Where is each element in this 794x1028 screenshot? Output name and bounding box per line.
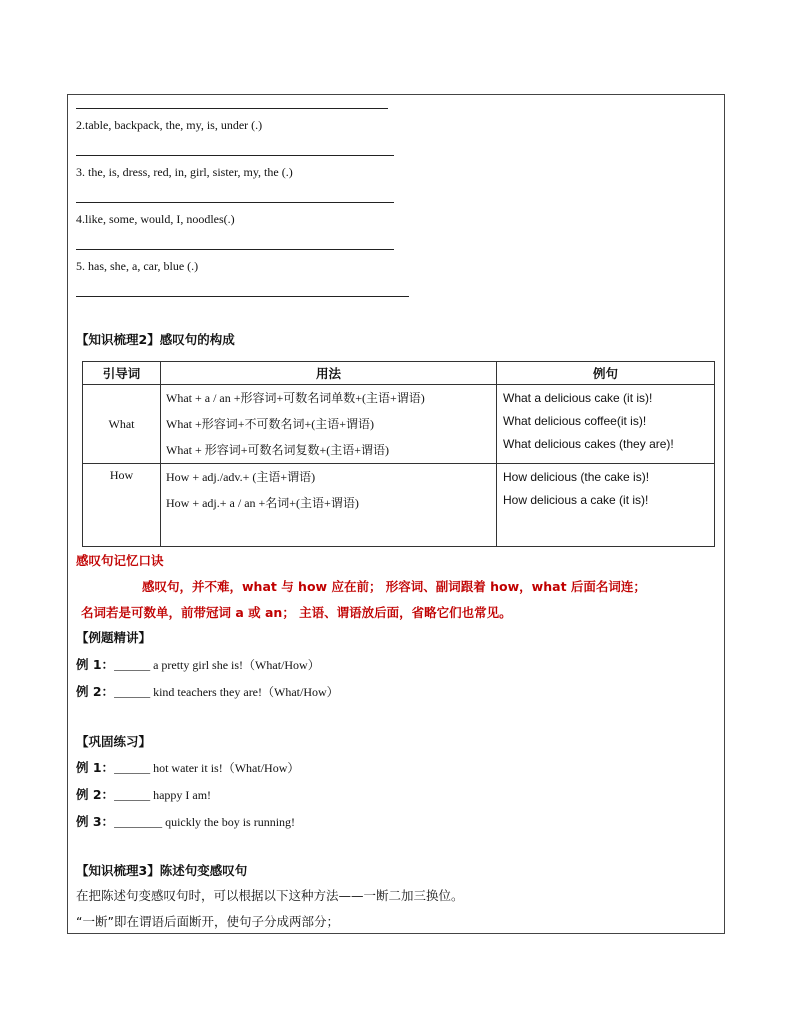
- example-text: a pretty girl she is!（What/How）: [150, 658, 320, 672]
- example-sentence: What delicious cakes (they are)!: [503, 437, 674, 451]
- example-label: 例 2：: [76, 684, 115, 699]
- lead-word-cell: [83, 464, 161, 547]
- example-sentence: How delicious (the cake is)!: [503, 470, 650, 484]
- answer-blank[interactable]: ______: [114, 761, 151, 775]
- sentence-2: 2.table, backpack, the, my, is, under (.): [76, 118, 263, 132]
- mnemonic-line-1: 感叹句，并不难，what 与 how 应在前； 形容词、副词跟着 how，what 后面名词连；: [142, 579, 646, 594]
- section-2-heading: 【知识梳理2】感叹句的构成: [76, 332, 235, 347]
- answer-blank[interactable]: ______: [114, 685, 151, 699]
- table-header: 例句: [497, 362, 715, 385]
- sentence-5: 5. has, she, a, car, blue (.): [76, 259, 199, 273]
- answer-line: [76, 108, 388, 109]
- practice-label: 例 3：: [76, 814, 115, 829]
- practice-label: 例 1：: [76, 760, 115, 775]
- answer-blank[interactable]: ________: [114, 815, 163, 829]
- usage-pattern: How + adj./adv.+ (主语+谓语): [166, 470, 316, 484]
- practice-text: quickly the boy is running!: [162, 815, 296, 829]
- exclamation-table: [82, 361, 715, 547]
- answer-line: [76, 249, 394, 250]
- answer-blank[interactable]: ______: [114, 788, 151, 802]
- example-item: [76, 655, 320, 673]
- practice-label: 例 2：: [76, 787, 115, 802]
- example-cell: [497, 385, 715, 464]
- table-row: [83, 464, 715, 547]
- example-sentence: What delicious coffee(it is)!: [503, 414, 647, 428]
- example-item: [76, 682, 339, 700]
- practice-heading: 【巩固练习】: [76, 734, 152, 749]
- answer-line: [76, 296, 409, 297]
- section-3-heading: 【知识梳理3】陈述句变感叹句: [76, 863, 248, 878]
- lead-word-cell: [83, 385, 161, 464]
- lead-word: How: [109, 468, 134, 482]
- section-3-paragraph: 在把陈述句变感叹句时，可以根据以下这种方法——一断二加三换位。: [76, 888, 464, 903]
- usage-pattern: What + 形容词+可数名词复数+(主语+谓语): [166, 443, 390, 457]
- sentence-3: 3. the, is, dress, red, in, girl, sister, my, the (.): [76, 165, 293, 179]
- table-header: 用法: [161, 362, 497, 385]
- mnemonic-title: 感叹句记忆口诀: [76, 553, 164, 568]
- section-3-paragraph: “一断”即在谓语后面断开，使句子分成两部分；: [76, 914, 339, 929]
- usage-cell: [161, 464, 497, 547]
- usage-cell: [161, 385, 497, 464]
- usage-pattern: What +形容词+不可数名词+(主语+谓语): [166, 417, 375, 431]
- sentence-4: 4.like, some, would, I, noodles(.): [76, 212, 235, 226]
- practice-item: [76, 785, 211, 803]
- answer-line: [76, 155, 394, 156]
- mnemonic-line-2: 名词若是可数单，前带冠词 a 或 an； 主语、谓语放后面，省略它们也常见。: [81, 605, 512, 620]
- example-cell: [497, 464, 715, 547]
- examples-heading: 【例题精讲】: [76, 630, 152, 645]
- usage-pattern: What + a / an +形容词+可数名词单数+(主语+谓语): [166, 391, 425, 405]
- example-sentence: How delicious a cake (it is)!: [503, 493, 649, 507]
- answer-line: [76, 202, 394, 203]
- practice-text: hot water it is!（What/How）: [150, 761, 300, 775]
- table-header-row: [83, 362, 715, 385]
- answer-blank[interactable]: ______: [114, 658, 151, 672]
- lead-word: What: [108, 416, 135, 431]
- practice-text: happy I am!: [150, 788, 212, 802]
- practice-item: [76, 812, 295, 830]
- example-label: 例 1：: [76, 657, 115, 672]
- usage-pattern: How + adj.+ a / an +名词+(主语+谓语): [166, 496, 359, 510]
- table-row: [83, 385, 715, 464]
- example-text: kind teachers they are!（What/How）: [150, 685, 339, 699]
- example-sentence: What a delicious cake (it is)!: [503, 391, 653, 405]
- table-header: 引导词: [83, 362, 161, 385]
- practice-item: [76, 758, 299, 776]
